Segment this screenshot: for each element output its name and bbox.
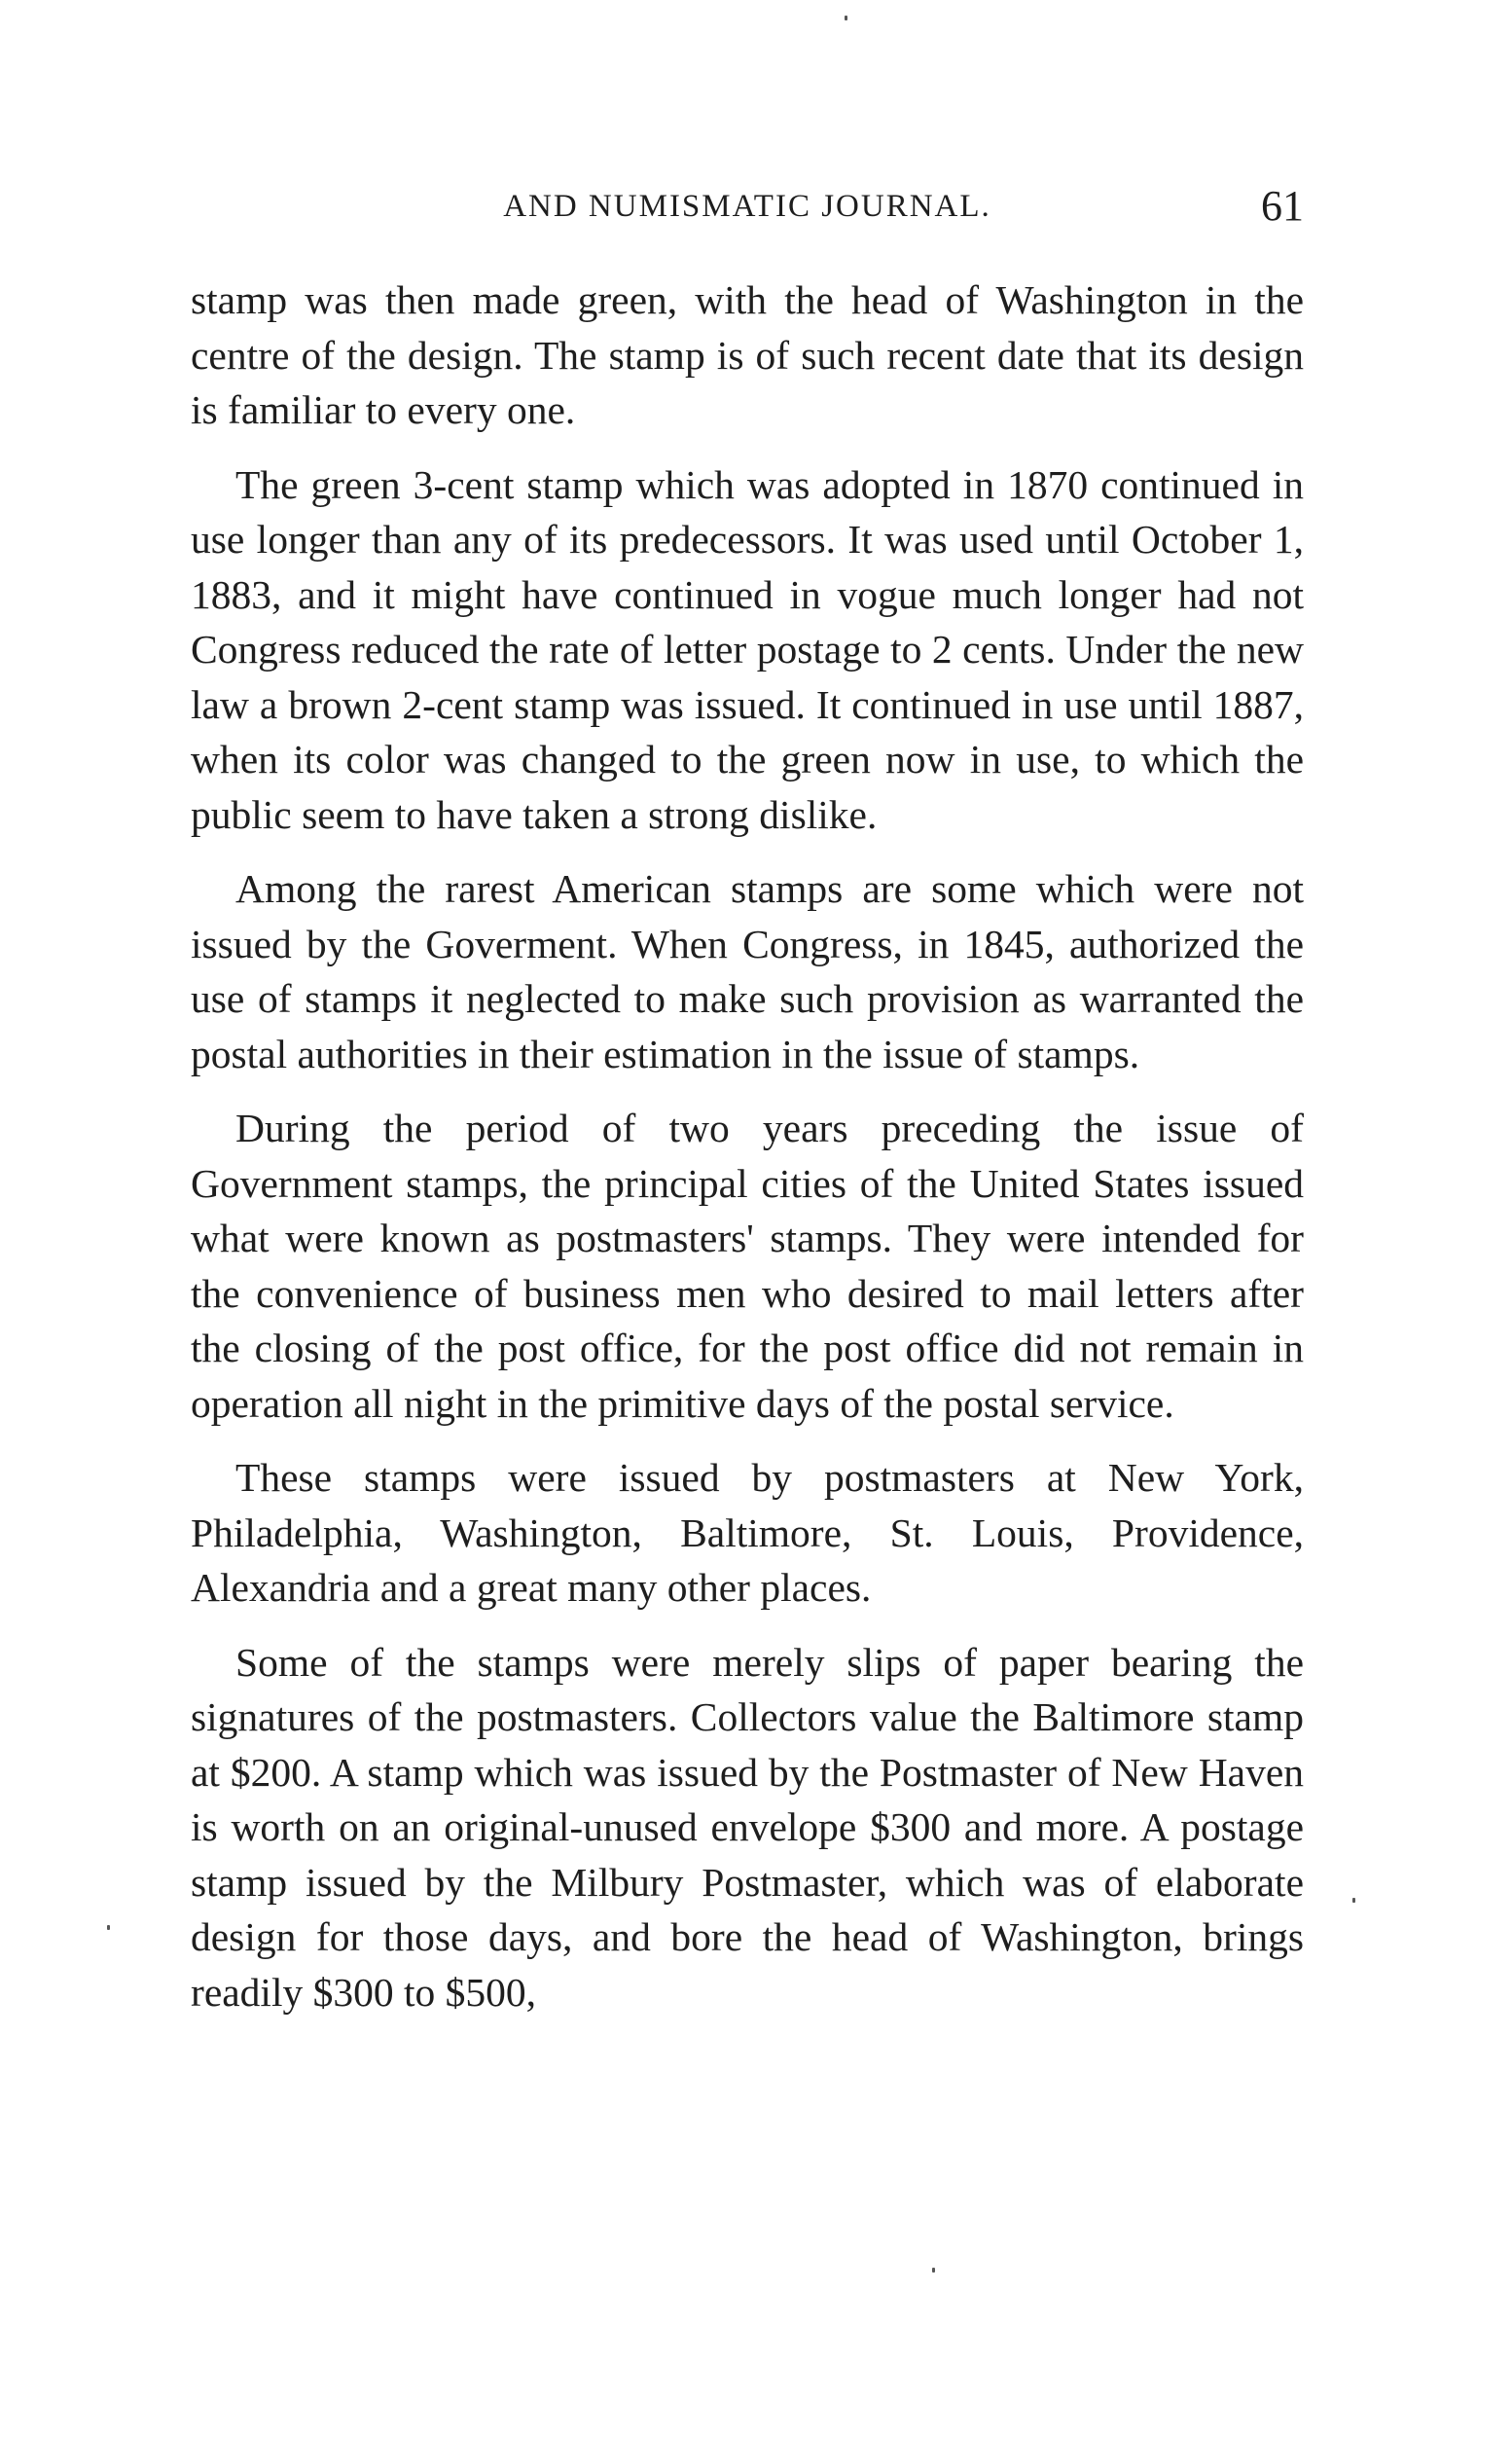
running-head <box>191 181 1304 239</box>
paragraph-5: These stamps were issued by postmasters at New York, Philadelphia, Washington, Baltimore, St. Louis, Providence, Alexandria and a great many other places. <box>191 1455 1304 1610</box>
paragraph-6: Some of the stamps were merely slips of paper bearing the signatures of the postmasters. Collectors value the Baltimore stamp at $200. A stamp which was issued by the Postmaster of New Haven is worth on an original-unused envelope $300 and more. A postage stamp issued by the Milbury Postmaster, which was of elaborate design for those days, and bore the head of Washington, brings readily $300 to $500, <box>191 1639 1304 2015</box>
running-title: AND NUMISMATIC JOURNAL. <box>503 189 991 224</box>
page-number: 61 <box>1261 182 1304 230</box>
scan-speck <box>1352 1898 1355 1903</box>
paragraph-4: During the period of two years preceding the issue of Government stamps, the principal cities of the United States issued what were known as postmasters' stamps. They were intended for the convenience of business men who desired to mail letters after the closing of the post office, for the post office did not remain in operation all night in the primitive days of the postal service. <box>191 1106 1304 1426</box>
scan-speck <box>845 16 847 20</box>
paragraph-1: stamp was then made green, with the head of Washington in the centre of the design. The stamp is of such recent date that its design is familiar to every one. <box>191 277 1304 432</box>
scan-speck <box>932 2268 935 2273</box>
paragraph-2: The green 3-cent stamp which was adopted in 1870 continued in use longer than any of its predecessors. It was used until October 1, 1883, and it might have continued in vogue much longer had not Congress reduced the rate of letter postage to 2 cents. Under the new law a brown 2-cent stamp was issued. It continued in use until 1887, when its color was changed to the green now in use, to which the public seem to have taken a strong dislike. <box>191 461 1304 837</box>
scan-speck <box>107 1925 110 1930</box>
paragraph-3: Among the rarest American stamps are some which were not issued by the Goverment. When Congress, in 1845, authorized the use of stamps it neglected to make such provision as warranted the postal authorities in their estimation in the issue of stamps. <box>191 866 1304 1076</box>
body-text <box>191 273 1304 2039</box>
